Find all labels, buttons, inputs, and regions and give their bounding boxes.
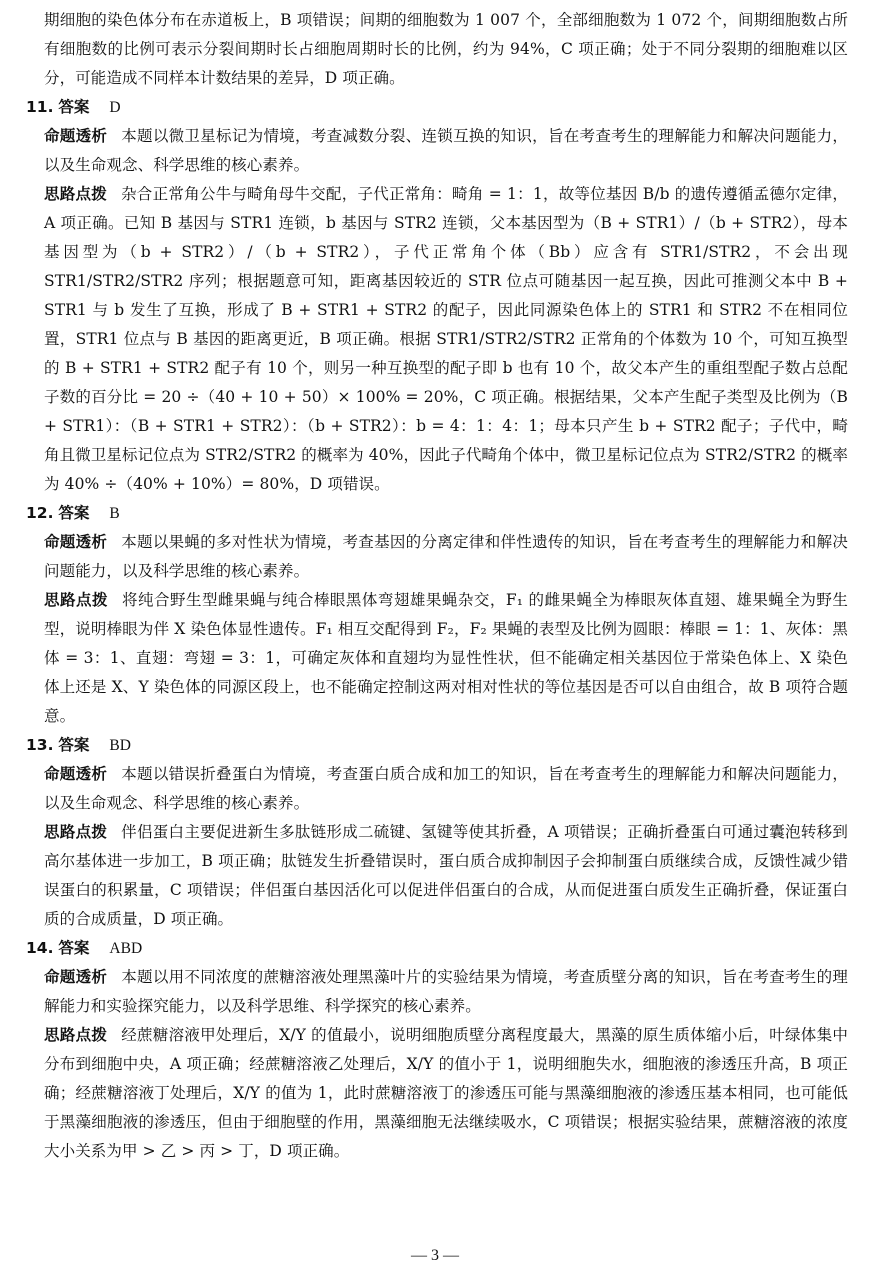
intent-label: 命题透析 bbox=[44, 533, 108, 551]
analysis-paragraph bbox=[44, 818, 848, 934]
question-13 bbox=[26, 731, 849, 934]
page-number: — 3 — bbox=[411, 1247, 459, 1264]
question-number: 12. bbox=[26, 504, 54, 522]
intent-label: 命题透析 bbox=[44, 765, 108, 783]
answer-line bbox=[26, 499, 848, 528]
intent-text: 本题以用不同浓度的蔗糖溶液处理黑藻叶片的实验结果为情境，考查质壁分离的知识，旨在考查考生的理解能力和实验探究能力，以及科学思维、科学探究的核心素养。 bbox=[44, 968, 848, 1015]
question-number: 14. bbox=[26, 939, 54, 957]
analysis-paragraph bbox=[44, 180, 848, 499]
answer-line bbox=[26, 731, 848, 760]
question-11 bbox=[26, 93, 848, 499]
answer-value: ABD bbox=[109, 940, 143, 957]
intro-paragraph: 期细胞的染色体分布在赤道板上，B 项错误；间期的细胞数为 1 007 个，全部细胞数为 1 072 个，间期细胞数占所有细胞数的比例可表示分裂间期时长占细胞周期时长的比例，约为 94%，C 项正确；处于不同分裂期的细胞难以区分，可能造成不同样本计数结果的差异，D 项正确。 bbox=[44, 11, 848, 87]
intent-paragraph bbox=[44, 760, 848, 818]
analysis-label: 思路点拨 bbox=[44, 823, 108, 841]
intent-label: 命题透析 bbox=[44, 127, 108, 145]
answer-label: 答案 bbox=[58, 98, 90, 116]
analysis-paragraph bbox=[44, 1021, 848, 1166]
analysis-label: 思路点拨 bbox=[44, 591, 108, 609]
analysis-text: 伴侣蛋白主要促进新生多肽链形成二硫键、氢键等使其折叠，A 项错误；正确折叠蛋白可通过囊泡转移到高尔基体进一步加工，B 项正确；肽链发生折叠错误时，蛋白质合成抑制因子会抑制蛋白质继续合成，反馈性减少错误蛋白的积累量，C 项错误；伴侣蛋白基因活化可以促进伴侣蛋白的合成，从而促进蛋白质发生正确折叠，保证蛋白质的合成质量，D 项正确。 bbox=[44, 823, 849, 928]
answer-line bbox=[26, 93, 848, 122]
intent-label: 命题透析 bbox=[44, 968, 108, 986]
question-number: 11. bbox=[26, 98, 54, 116]
intent-text: 本题以微卫星标记为情境，考查减数分裂、连锁互换的知识，旨在考查考生的理解能力和解决问题能力，以及生命观念、科学思维的核心素养。 bbox=[44, 127, 848, 174]
answer-value: D bbox=[109, 99, 121, 116]
answer-label: 答案 bbox=[58, 939, 90, 957]
question-number: 13. bbox=[26, 736, 54, 754]
intent-paragraph bbox=[44, 122, 848, 180]
intent-paragraph bbox=[44, 528, 848, 586]
analysis-text: 将纯合野生型雌果蝇与纯合棒眼黑体弯翅雄果蝇杂交，F₁ 的雌果蝇全为棒眼灰体直翅、雄果蝇全为野生型，说明棒眼为伴 X 染色体显性遗传。F₁ 相互交配得到 F₂，F₂ 果蝇的表型及比例为圆眼：棒眼 = 1：1、灰体：黑体 = 3：1、直翅：弯翅 = 3：1，可确定灰体和直翅均为显性性状，但不能确定相关基因位于常染色体上、X 染色体上还是 X、Y 染色体的同源区段上，也不能确定控制这两对相对性状的等位基因是否可以自由组合，故 B 项符合题意。 bbox=[44, 591, 848, 725]
analysis-label: 思路点拨 bbox=[44, 1026, 108, 1044]
analysis-text: 杂合正常角公牛与畸角母牛交配，子代正常角：畸角 = 1：1，故等位基因 B/b 的遗传遵循孟德尔定律，A 项正确。已知 B 基因与 STR1 连锁，b 基因与 STR2 连锁，父本基因型为（B + STR1）/（b + STR2），母本基因型为（b + STR2）/（b + STR2），子代正常角个体（Bb）应含有 STR1/STR2，不会出现 STR1/STR2/STR2 序列；根据题意可知，距离基因较近的 STR 位点可随基因一起互换，因此可推测父本中 B + STR1 与 b 发生了互换，形成了 B + STR1 + STR2 的配子，因此同源染色体上的 STR1 和 STR2 不在相同位置，STR1 位点与 B 基因的距离更近，B 项正确。根据 STR1/STR2/STR2 正常角的个体数为 10 个，可知互换型的 B + STR1 + STR2 配子有 10 个，则另一种互换型的配子即 b 也有 10 个，故父本产生的重组型配子数占总配子数的百分比 = 20 ÷（40 + 10 + 50）× 100% = 20%，C 项正确。根据结果，父本产生配子类型及比例为（B + STR1）：（B + STR1 + STR2）：（b + STR2）：b = 4：1：4：1；母本只产生 b + STR2 配子；子代中，畸角且微卫星标记位点为 STR2/STR2 的概率为 40%，因此子代畸角个体中，微卫星标记位点为 STR2/STR2 的概率为 40% ÷（40% + 10%）= 80%，D 项错误。 bbox=[44, 185, 848, 493]
answer-value: BD bbox=[109, 737, 131, 754]
answer-label: 答案 bbox=[58, 736, 90, 754]
question-12 bbox=[26, 499, 848, 731]
intent-text: 本题以果蝇的多对性状为情境，考查基因的分离定律和伴性遗传的知识，旨在考查考生的理解能力和解决问题能力，以及科学思维的核心素养。 bbox=[44, 533, 848, 580]
answer-line bbox=[26, 934, 848, 963]
intent-text: 本题以错误折叠蛋白为情境，考查蛋白质合成和加工的知识，旨在考查考生的理解能力和解决问题能力，以及生命观念、科学思维的核心素养。 bbox=[44, 765, 848, 812]
answer-label: 答案 bbox=[58, 504, 90, 522]
analysis-paragraph bbox=[44, 586, 848, 731]
analysis-label: 思路点拨 bbox=[44, 185, 108, 203]
analysis-text: 经蔗糖溶液甲处理后，X/Y 的值最小，说明细胞质壁分离程度最大，黑藻的原生质体缩小后，叶绿体集中分布到细胞中央，A 项正确；经蔗糖溶液乙处理后，X/Y 的值小于 1，说明细胞失水，细胞液的渗透压升高，B 项正确；经蔗糖溶液丁处理后，X/Y 的值为 1，此时蔗糖溶液丁的渗透压可能与黑藻细胞液的渗透压基本相同，也可能低于黑藻细胞液的渗透压，但由于细胞壁的作用，黑藻细胞无法继续吸水，C 项错误；根据实验结果，蔗糖溶液的浓度大小关系为甲 > 乙 > 丙 > 丁，D 项正确。 bbox=[44, 1026, 848, 1160]
answer-value: B bbox=[109, 505, 120, 522]
intent-paragraph bbox=[44, 963, 848, 1021]
question-14 bbox=[26, 934, 848, 1166]
